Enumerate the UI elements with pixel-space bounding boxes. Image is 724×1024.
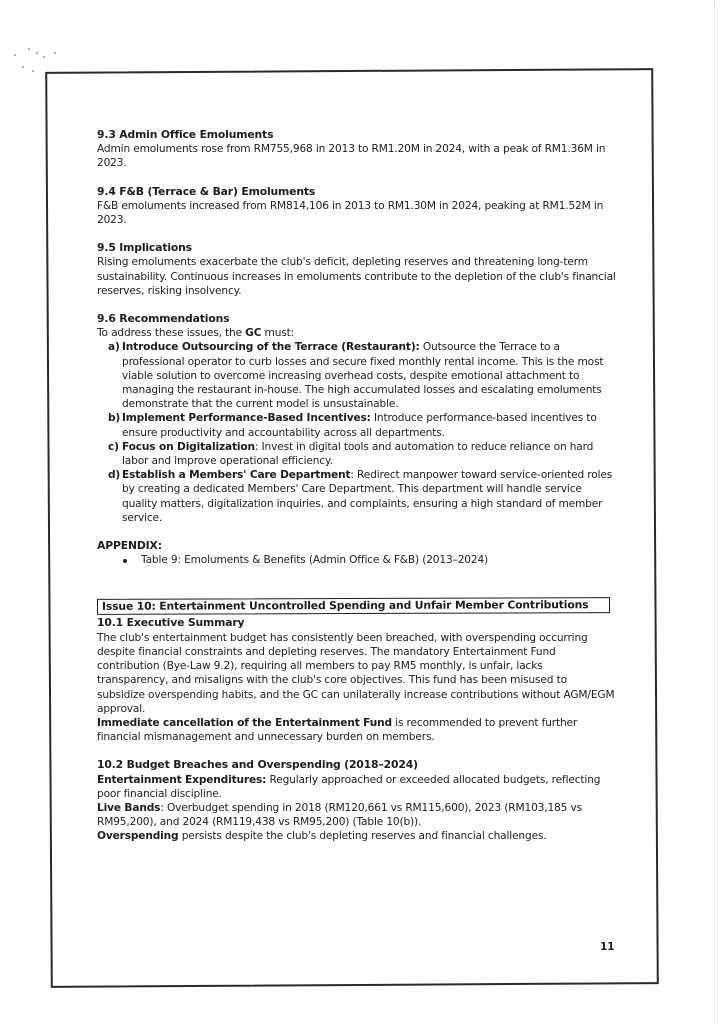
item-text: : Redirect manpower toward service-oriented roles by creating a dedicated Members' Care Department. This department will handle service quality matters, digitalization inquiries, and complaints, ensuring a high standard of member service. <box>122 469 613 524</box>
item-title: Focus on Digitalization <box>122 440 255 453</box>
item-text: Outsource the Terrace to a professional operator to curb losses and secure fixed monthly rental income. This is the most viable solution to overcome increasing overhead costs, despite emotional attachment to managing the restaurant in-house. The high accumulated losses and escalating emoluments demonstrate that the current model is unsustainable. <box>122 341 604 411</box>
section-heading: 10.2 Budget Breaches and Overspending (2018–2024) <box>97 758 418 772</box>
item-text: : Invest in digital tools and automation to reduce reliance on hard labor and improve operational efficiency. <box>122 440 594 468</box>
recommendation-item <box>97 411 617 439</box>
section-10-1 <box>97 616 617 744</box>
intro-bold: GC <box>245 327 262 340</box>
paragraph-entertainment <box>97 773 617 801</box>
section-heading: 10.1 Executive Summary <box>97 616 245 630</box>
appendix <box>97 539 617 567</box>
section-9-6 <box>97 312 617 525</box>
section-body: Admin emoluments rose from RM755,968 in 2013 to RM1.20M in 2024, with a peak of RM1.36M in 2023. <box>97 143 606 170</box>
recommendations-list <box>97 340 617 525</box>
section-body: Rising emoluments exacerbate the club's deficit, depleting reserves and threatening long-term sustainability. Continuous increases in emoluments contribute to the depletion of the club's financial reserves, risking insolvency. <box>97 256 616 297</box>
recommendation-text: is recommended to prevent further financial mismanagement and unnecessary burden on members. <box>97 716 578 744</box>
section-10-2 <box>97 758 617 843</box>
paragraph-label: Overspending <box>97 830 179 843</box>
item-marker: b) <box>108 412 121 425</box>
section-9-3 <box>97 128 617 171</box>
section-heading: 9.5 Implications <box>97 241 192 255</box>
appendix-heading: APPENDIX: <box>97 539 162 553</box>
document-content <box>97 128 617 858</box>
intro-text-end: must: <box>261 327 295 340</box>
paragraph-label: Live Bands <box>97 801 161 814</box>
paragraph-live-bands <box>97 801 617 829</box>
section-intro <box>97 326 617 340</box>
paragraph-text: : Overbudget spending in 2018 (RM120,661 vs RM115,600), 2023 (RM103,185 vs RM95,200), and 2024 (RM119,438 vs RM95,200) (Table 10(b)). <box>97 801 582 829</box>
section-body: The club's entertainment budget has consistently been breached, with overspending occurring despite financial constraints and depleting reserves. The mandatory Entertainment Fund contribution (Bye-Law 9.2), requiring all members to pay RM5 monthly, is unfair, lacks transparency, and misaligns with the club's core objectives. This fund has been misused to subsidize overspending habits, and the GC can unilaterally increase contributions without AGM/EGM approval. <box>97 631 615 715</box>
paragraph-text: Regularly approached or exceeded allocated budgets, reflecting poor financial discipline. <box>97 773 601 800</box>
paragraph-label: Entertainment Expenditures: <box>97 773 267 786</box>
section-recommendation <box>97 716 617 744</box>
item-title: Establish a Members' Care Department <box>122 469 351 482</box>
recommendation-item <box>97 468 617 525</box>
section-body: F&B emoluments increased from RM814,106 in 2013 to RM1.30M in 2024, peaking at RM1.52M in 2023. <box>97 199 604 227</box>
paragraph-overspending <box>97 829 617 843</box>
appendix-item: Table 9: Emoluments & Benefits (Admin Office & F&B) (2013–2024) <box>97 553 617 567</box>
item-marker: a) <box>108 341 120 354</box>
appendix-list <box>97 553 617 567</box>
item-title: Implement Performance-Based Incentives: <box>122 412 371 425</box>
scan-edge-line <box>714 0 715 1024</box>
section-heading: 9.3 Admin Office Emoluments <box>97 128 274 141</box>
intro-text: To address these issues, the <box>97 327 246 340</box>
section-9-4 <box>97 185 617 228</box>
page-number: 11 <box>600 941 615 953</box>
paragraph-text: persists despite the club's depleting reserves and financial challenges. <box>178 830 547 843</box>
recommendation-bold: Immediate cancellation of the Entertainment Fund <box>97 716 392 729</box>
item-marker: d) <box>108 469 121 482</box>
item-text: Introduce performance-based incentives to ensure productivity and accountability across all departments. <box>122 412 597 439</box>
item-title: Introduce Outsourcing of the Terrace (Restaurant): <box>122 341 420 354</box>
section-heading: 9.4 F&B (Terrace & Bar) Emoluments <box>97 184 316 198</box>
section-heading: 9.6 Recommendations <box>97 312 230 326</box>
item-marker: c) <box>108 440 119 453</box>
recommendation-item <box>97 340 617 411</box>
issue-title-box: Issue 10: Entertainment Uncontrolled Spending and Unfair Member Contributions <box>97 598 610 616</box>
recommendation-item <box>97 440 617 468</box>
section-9-5 <box>97 241 617 298</box>
